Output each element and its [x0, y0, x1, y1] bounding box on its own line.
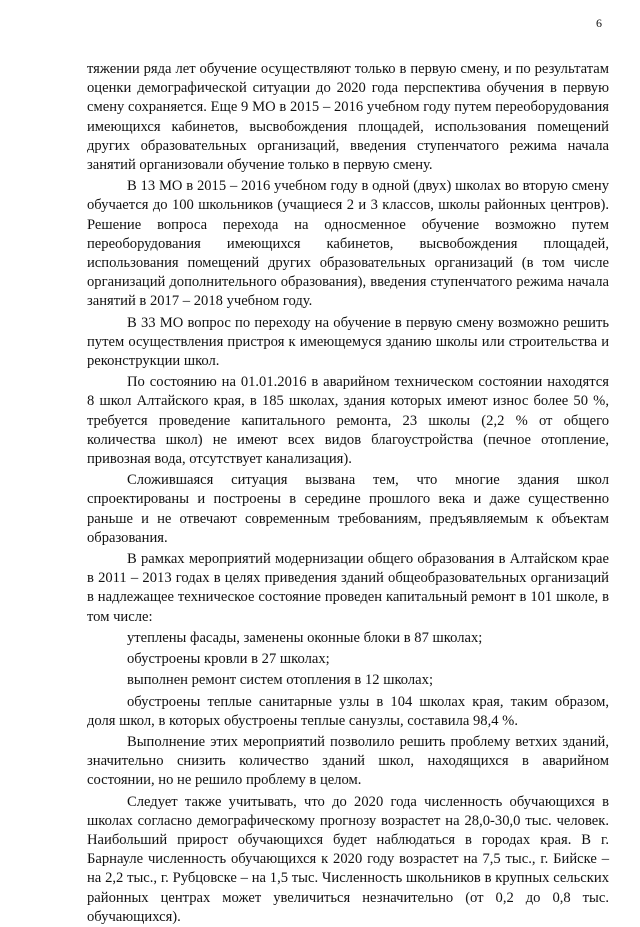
- paragraph-7: Выполнение этих мероприятий позволило решить проблему ветхих зданий, значительно снизить количество зданий школ, находящихся в аварийном состоянии, но не решило проблему в целом.: [87, 733, 609, 789]
- page-number: 6: [596, 16, 602, 30]
- paragraph-8: Следует также учитывать, что до 2020 года численность обучающихся в школах согласно демографическому прогнозу возрастет на 28,0-30,0 тыс. человек. Наибольший прирост обучающихся будет наблюдаться в городах края. В г. Барнауле численность обучающихся к 2020 году возрастет на 7,5 тыс., г. Бийске – на 2,2 тыс., г. Рубцовске – на 1,5 тыс. Численность школьников в крупных сельских районных центрах может увеличиться незначительно (от 0,2 до 0,8 тыс. обучающихся).: [87, 793, 609, 925]
- paragraph-6: В рамках мероприятий модернизации общего образования в Алтайском крае в 2011 – 2013 годах в целях приведения зданий общеобразовательных организаций в надлежащее техническое состояние проведен капитальный ремонт в 101 школе, в том числе:: [87, 551, 609, 625]
- paragraph-3: В 33 МО вопрос по переходу на обучение в первую смену возможно решить путем осуществления пристроя к имеющемуся зданию школы или строительства и реконструкции школ.: [87, 314, 609, 370]
- paragraph-5: Сложившаяся ситуация вызвана тем, что многие здания школ спроектированы и построены в середине прошлого века и даже существенно раньше и не отвечают современным требованиям, предъявляемым к объектам образования.: [87, 472, 609, 546]
- list-item-roofs: обустроены кровли в 27 школах;: [127, 651, 330, 668]
- list-item-heating: выполнен ремонт систем отопления в 12 школах;: [127, 672, 434, 689]
- list-item-sanitary: обустроены теплые санитарные узлы в 104 школах края, таким образом, доля школ, в которых обустроены теплые санузлы, составила 98,4 %.: [87, 693, 609, 729]
- paragraph-1: тяжении ряда лет обучение осуществляют только в первую смену, и по результатам оценки демографической ситуации до 2020 года перспектива обучения в первую смену сохраняется. Еще 9 МО в 2015 – 2016 учебном году путем переоборудования имеющихся кабинетов, высвобождения площадей, использования помещений других образовательных организаций, введения ступенчатого режима начала занятий организовали обучение только в первую смену.: [87, 61, 609, 174]
- document-body: [87, 60, 609, 927]
- paragraph-2: В 13 МО в 2015 – 2016 учебном году в одной (двух) школах во вторую смену обучается до 100 школьников (учащиеся 2 и 3 классов, школы районных центров). Решение вопроса перехода на односменное обучение возможно путем переоборудования имеющихся кабинетов, высвобождения площадей, использования помещений других образовательных организаций (в том числе организаций дополнительного образования), введения ступенчатого режима начала занятий в 2017 – 2018 учебном году.: [87, 178, 609, 310]
- list-item-facades: утеплены фасады, заменены оконные блоки в 87 школах;: [127, 629, 483, 646]
- paragraph-4: По состоянию на 01.01.2016 в аварийном техническом состоянии находятся 8 школ Алтайского края, в 185 школах, здания которых имеют износ более 50 %, требуется проведение капитального ремонта, 23 школы (2,2 % от общего количества школ) не имеют всех видов благоустройства (печное отопление, привозная вода, отсутствует канализация).: [87, 374, 609, 468]
